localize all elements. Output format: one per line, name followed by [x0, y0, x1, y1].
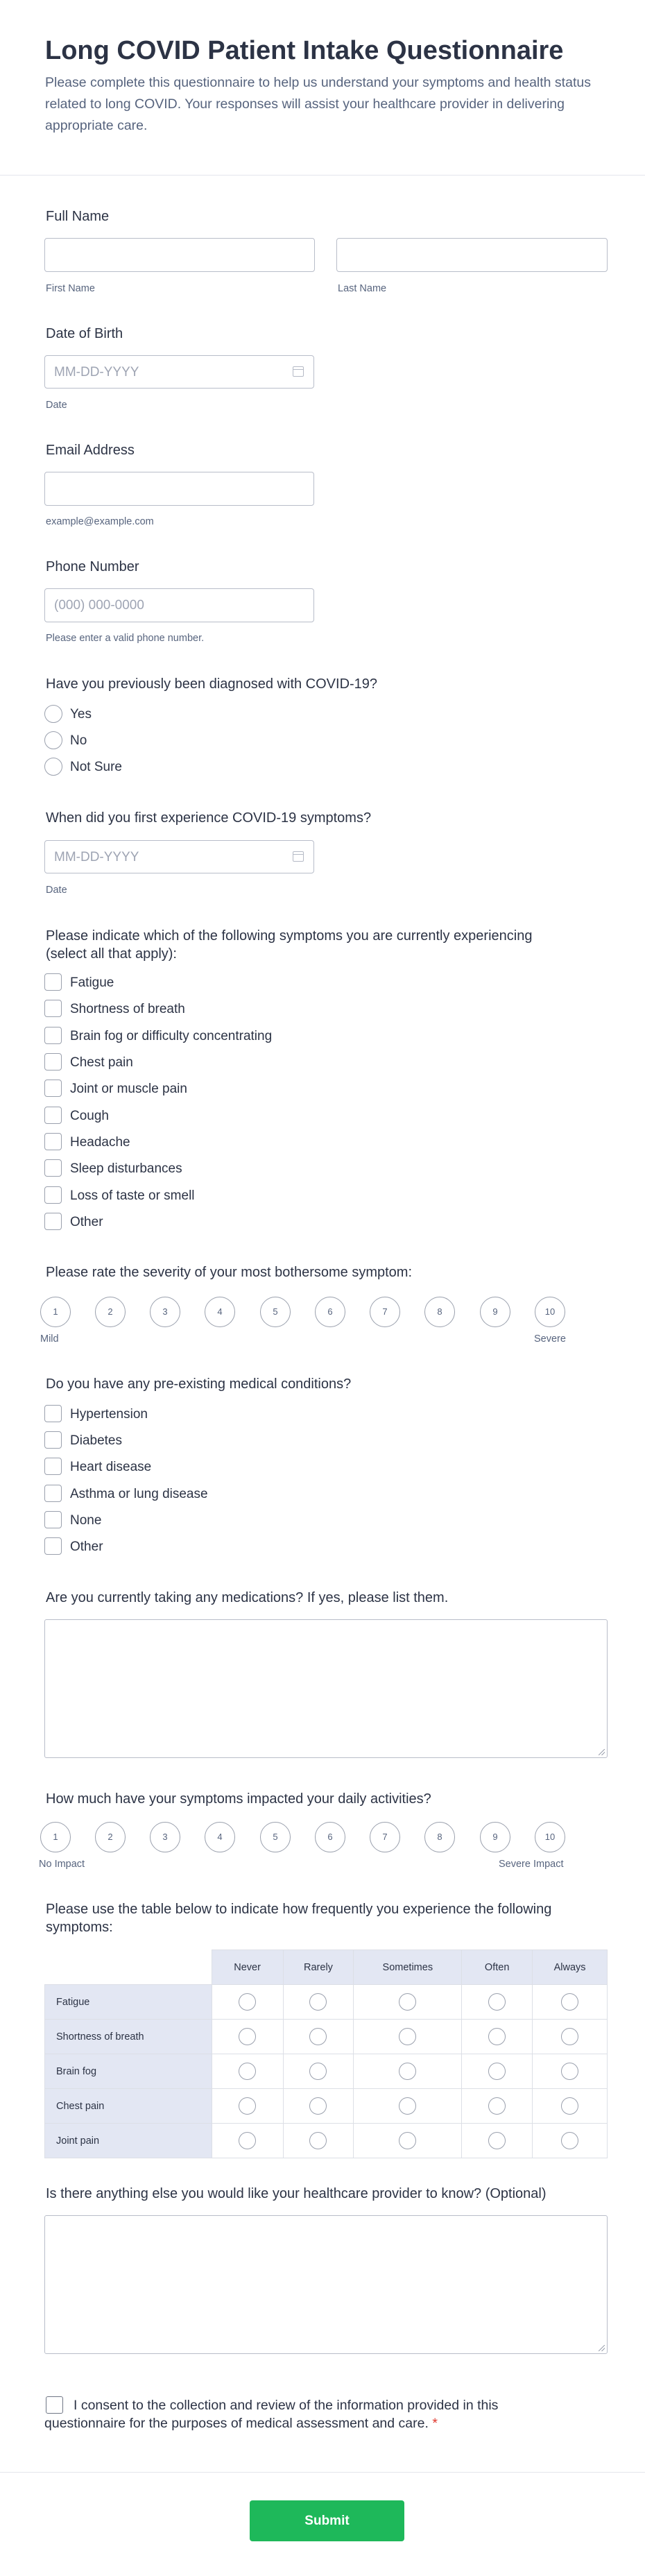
- matrix-row-header: Brain fog: [45, 2054, 212, 2089]
- impact-option-7[interactable]: 7: [370, 1822, 400, 1852]
- impact-option-9[interactable]: 9: [480, 1822, 510, 1852]
- consent-text-line2: [44, 2416, 438, 2432]
- matrix-row: [45, 2054, 608, 2089]
- radio-button[interactable]: [44, 731, 62, 749]
- phone-sublabel: Please enter a valid phone number.: [46, 633, 205, 644]
- radio-button[interactable]: [399, 2063, 416, 2080]
- matrix-cell[interactable]: [283, 2020, 354, 2054]
- matrix-cell[interactable]: [462, 2089, 533, 2124]
- checkbox[interactable]: [44, 973, 62, 991]
- matrix-cell[interactable]: [212, 2020, 283, 2054]
- checkbox[interactable]: [44, 1107, 62, 1124]
- impact-option-3[interactable]: 3: [150, 1822, 180, 1852]
- impact-label: How much have your symptoms impacted your daily activities?: [46, 1791, 431, 1807]
- dob-sublabel: Date: [46, 400, 67, 411]
- checkbox[interactable]: [44, 1133, 62, 1150]
- matrix-column-header: Never: [212, 1950, 283, 1985]
- calendar-icon[interactable]: [293, 851, 304, 862]
- impact-option-2[interactable]: 2: [95, 1822, 126, 1852]
- severity-option-3[interactable]: 3: [150, 1297, 180, 1327]
- radio-button[interactable]: [309, 2132, 327, 2149]
- severity-option-6[interactable]: 6: [315, 1297, 345, 1327]
- resize-handle-icon[interactable]: [599, 1749, 605, 1755]
- severity-option-9[interactable]: 9: [480, 1297, 510, 1327]
- checkbox[interactable]: [44, 1159, 62, 1177]
- medications-label: Are you currently taking any medications? If yes, please list them.: [46, 1590, 449, 1605]
- symptoms-label-line1: Please indicate which of the following symptoms you are currently experiencing: [46, 928, 533, 944]
- matrix-cell[interactable]: [283, 2054, 354, 2089]
- impact-option-6[interactable]: 6: [315, 1822, 345, 1852]
- matrix-column-header: Rarely: [283, 1950, 354, 1985]
- checkbox[interactable]: [44, 1080, 62, 1097]
- email-label: Email Address: [46, 443, 135, 458]
- matrix-column-header: Always: [533, 1950, 608, 1985]
- matrix-column-header: Often: [462, 1950, 533, 1985]
- dob-placeholder: MM-DD-YYYY: [54, 365, 139, 379]
- matrix-cell[interactable]: [212, 2089, 283, 2124]
- matrix-cell[interactable]: [354, 2089, 462, 2124]
- radio-button[interactable]: [399, 2028, 416, 2045]
- required-asterisk: *: [432, 2416, 438, 2431]
- severity-max-label: Severe: [534, 1333, 566, 1345]
- radio-button[interactable]: [561, 1993, 578, 2011]
- severity-option-10[interactable]: 10: [535, 1297, 565, 1327]
- first-symptoms-sublabel: Date: [46, 885, 67, 896]
- checkbox[interactable]: [44, 1431, 62, 1449]
- matrix-row: [45, 1985, 608, 2020]
- email-sublabel: example@example.com: [46, 516, 154, 527]
- radio-button[interactable]: [239, 2097, 256, 2115]
- radio-button[interactable]: [309, 2063, 327, 2080]
- first-symptoms-label: When did you first experience COVID-19 symptoms?: [46, 810, 372, 826]
- first-symptoms-date-input[interactable]: [44, 840, 314, 873]
- radio-button[interactable]: [239, 1993, 256, 2011]
- radio-button[interactable]: [561, 2097, 578, 2115]
- matrix-cell[interactable]: [354, 2124, 462, 2158]
- impact-min-label: No Impact: [39, 1859, 85, 1870]
- form-header: [0, 0, 645, 176]
- impact-option-1[interactable]: 1: [40, 1822, 71, 1852]
- matrix-row-header: Joint pain: [45, 2124, 212, 2158]
- last-name-sublabel: Last Name: [338, 283, 387, 294]
- radio-button[interactable]: [399, 1993, 416, 2011]
- radio-button[interactable]: [488, 2097, 506, 2115]
- checkbox[interactable]: [44, 1405, 62, 1422]
- matrix-cell[interactable]: [283, 2089, 354, 2124]
- checkbox[interactable]: [44, 1000, 62, 1017]
- email-input[interactable]: [44, 472, 314, 506]
- radio-button[interactable]: [561, 2132, 578, 2149]
- first-symptoms-placeholder: MM-DD-YYYY: [54, 850, 139, 864]
- matrix-cell[interactable]: [462, 2124, 533, 2158]
- matrix-row: [45, 2089, 608, 2124]
- radio-button[interactable]: [561, 2063, 578, 2080]
- notes-label: Is there anything else you would like your healthcare provider to know? (Optional): [46, 2186, 547, 2201]
- matrix-row-header: Fatigue: [45, 1985, 212, 2020]
- frequency-label-line2: symptoms:: [46, 1920, 113, 1935]
- severity-option-5[interactable]: 5: [260, 1297, 291, 1327]
- notes-textarea[interactable]: [44, 2215, 608, 2354]
- phone-placeholder: (000) 000-0000: [54, 598, 144, 613]
- matrix-column-header: Sometimes: [354, 1950, 462, 1985]
- consent-checkbox[interactable]: [46, 2396, 63, 2414]
- first-name-input[interactable]: [44, 238, 315, 272]
- impact-option-8[interactable]: 8: [424, 1822, 455, 1852]
- full-name-label: Full Name: [46, 209, 110, 224]
- severity-label: Please rate the severity of your most bothersome symptom:: [46, 1265, 412, 1280]
- radio-button[interactable]: [561, 2028, 578, 2045]
- calendar-icon[interactable]: [293, 366, 304, 377]
- radio-button[interactable]: [309, 1993, 327, 2011]
- radio-button[interactable]: [488, 2063, 506, 2080]
- matrix-cell[interactable]: [533, 1985, 608, 2020]
- last-name-input[interactable]: [336, 238, 608, 272]
- medications-textarea[interactable]: [44, 1619, 608, 1758]
- severity-option-7[interactable]: 7: [370, 1297, 400, 1327]
- radio-button[interactable]: [239, 2063, 256, 2080]
- first-name-sublabel: First Name: [46, 283, 95, 294]
- radio-button[interactable]: [309, 2097, 327, 2115]
- matrix-cell[interactable]: [462, 1985, 533, 2020]
- matrix-row: [45, 2124, 608, 2158]
- impact-option-5[interactable]: 5: [260, 1822, 291, 1852]
- form-description: Please complete this questionnaire to help us understand your symptoms and health status related to long COVID. Your responses will assist your healthcare provider in delivering appropriate care.: [45, 75, 591, 133]
- matrix-cell[interactable]: [533, 2124, 608, 2158]
- radio-button[interactable]: [399, 2097, 416, 2115]
- checkbox[interactable]: [44, 1511, 62, 1528]
- severity-min-label: Mild: [40, 1333, 59, 1345]
- checkbox[interactable]: [44, 1485, 62, 1502]
- checkbox[interactable]: [44, 1213, 62, 1230]
- diagnosed-label: Have you previously been diagnosed with COVID-19?: [46, 676, 378, 692]
- matrix-cell[interactable]: [283, 2124, 354, 2158]
- matrix-cell[interactable]: [283, 1985, 354, 2020]
- phone-input[interactable]: [44, 588, 314, 622]
- matrix-cell[interactable]: [354, 1985, 462, 2020]
- severity-option-1[interactable]: 1: [40, 1297, 71, 1327]
- radio-button[interactable]: [239, 2028, 256, 2045]
- matrix-cell[interactable]: [462, 2020, 533, 2054]
- radio-button[interactable]: [488, 2132, 506, 2149]
- form-title: Long COVID Patient Intake Questionnaire: [45, 36, 564, 65]
- symptoms-label-line2: (select all that apply):: [46, 946, 177, 962]
- resize-handle-icon[interactable]: [599, 2345, 605, 2351]
- frequency-label-line1: Please use the table below to indicate how frequently you experience the following: [46, 1902, 552, 1917]
- matrix-cell[interactable]: [533, 2020, 608, 2054]
- impact-max-label: Severe Impact: [499, 1859, 564, 1870]
- matrix-cell[interactable]: [212, 2054, 283, 2089]
- radio-button[interactable]: [488, 2028, 506, 2045]
- matrix-cell[interactable]: [462, 2054, 533, 2089]
- matrix-row: [45, 2020, 608, 2054]
- conditions-label: Do you have any pre-existing medical conditions?: [46, 1376, 352, 1392]
- matrix-row-header: Shortness of breath: [45, 2020, 212, 2054]
- consent-text: questionnaire for the purposes of medical assessment and care.: [44, 2416, 429, 2431]
- radio-button[interactable]: [399, 2132, 416, 2149]
- severity-option-8[interactable]: 8: [424, 1297, 455, 1327]
- severity-option-2[interactable]: 2: [95, 1297, 126, 1327]
- impact-option-4[interactable]: 4: [205, 1822, 235, 1852]
- matrix-cell[interactable]: [533, 2054, 608, 2089]
- radio-button[interactable]: [309, 2028, 327, 2045]
- submit-button[interactable]: Submit: [250, 2500, 404, 2541]
- severity-option-4[interactable]: 4: [205, 1297, 235, 1327]
- radio-button[interactable]: [488, 1993, 506, 2011]
- matrix-cell[interactable]: [533, 2089, 608, 2124]
- consent-text-line1: I consent to the collection and review of the information provided in this: [74, 2398, 499, 2413]
- matrix-cell[interactable]: [212, 1985, 283, 2020]
- matrix-corner: [45, 1950, 212, 1985]
- matrix-cell[interactable]: [212, 2124, 283, 2158]
- dob-label: Date of Birth: [46, 326, 123, 341]
- frequency-matrix: [44, 1950, 608, 2158]
- phone-label: Phone Number: [46, 559, 139, 574]
- checkbox[interactable]: [44, 1053, 62, 1071]
- checkbox[interactable]: [44, 1458, 62, 1475]
- matrix-cell[interactable]: [354, 2020, 462, 2054]
- checkbox[interactable]: [44, 1186, 62, 1204]
- matrix-row-header: Chest pain: [45, 2089, 212, 2124]
- footer-divider: [0, 2472, 645, 2473]
- matrix-cell[interactable]: [354, 2054, 462, 2089]
- radio-button[interactable]: [239, 2132, 256, 2149]
- radio-button[interactable]: [44, 758, 62, 776]
- checkbox[interactable]: [44, 1027, 62, 1044]
- checkbox[interactable]: [44, 1537, 62, 1555]
- impact-option-10[interactable]: 10: [535, 1822, 565, 1852]
- dob-input[interactable]: [44, 355, 314, 389]
- radio-button[interactable]: [44, 705, 62, 723]
